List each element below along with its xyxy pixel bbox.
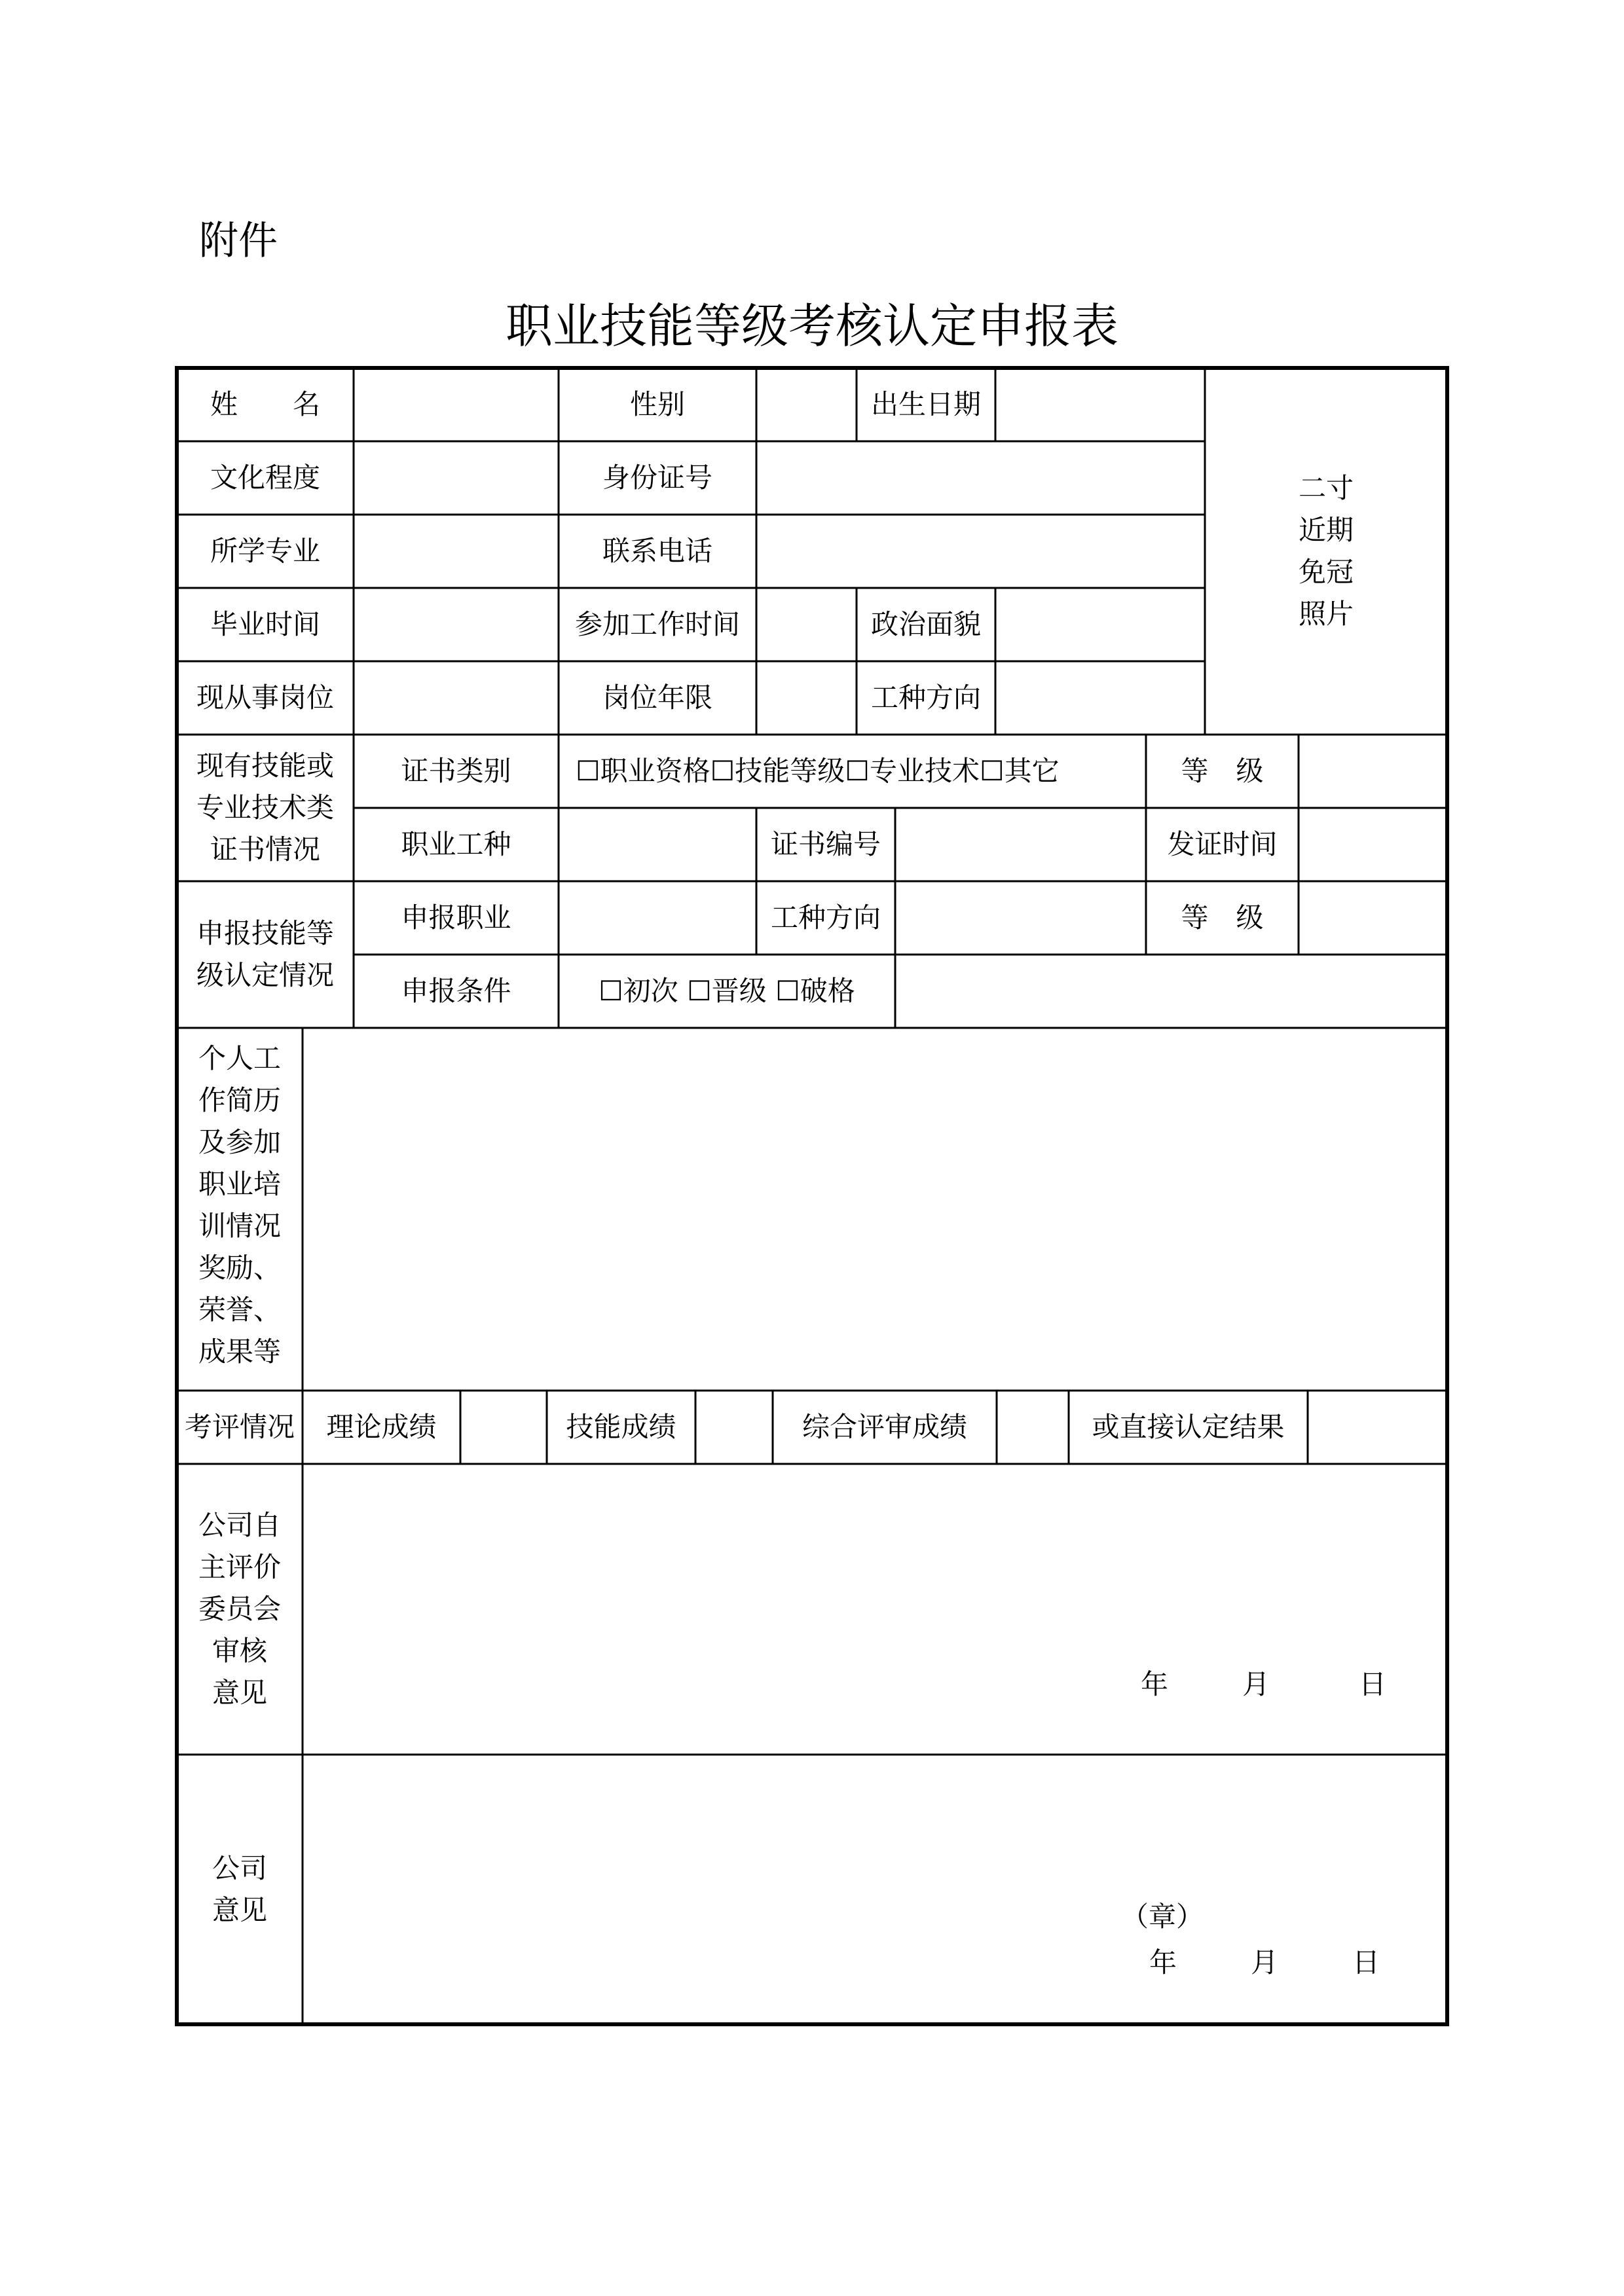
direct-result-field[interactable] [1308, 1391, 1447, 1464]
application-section-label [177, 881, 354, 1028]
photo-line: 近期 [1298, 514, 1354, 546]
id-number-field[interactable] [756, 441, 1205, 515]
cert-occupation-field[interactable] [559, 808, 756, 881]
apply-occupation-field[interactable] [559, 881, 756, 955]
education-label: 文化程度 [210, 462, 320, 494]
section-line: 专业技术类 [196, 792, 334, 824]
education-field[interactable] [354, 441, 559, 515]
attachment-label: 附件 [199, 218, 278, 264]
section-line: 奖励、 [198, 1252, 281, 1284]
cert-occupation-label: 职业工种 [401, 828, 511, 860]
resume-field[interactable] [303, 1028, 1447, 1391]
section-line: 级认定情况 [196, 959, 334, 991]
major-field[interactable] [354, 515, 559, 588]
company-date-month: 月 [1251, 1946, 1279, 1978]
evaluation-label: 考评情况 [184, 1411, 295, 1443]
gender-field[interactable] [756, 368, 857, 441]
job-direction-label: 工种方向 [870, 682, 981, 714]
apply-occupation-label: 申报职业 [401, 902, 511, 934]
overall-score-field[interactable] [997, 1391, 1069, 1464]
apply-condition-label: 申报条件 [401, 975, 511, 1007]
phone-field[interactable] [756, 515, 1205, 588]
section-line: 申报技能等 [196, 917, 334, 949]
skill-score-field[interactable] [695, 1391, 773, 1464]
theory-score-label: 理论成绩 [326, 1411, 437, 1443]
job-direction-field[interactable] [995, 661, 1205, 735]
section-line: 职业培 [198, 1168, 281, 1200]
photo-line: 二寸 [1298, 472, 1354, 504]
cert-type-options[interactable]: ☐职业资格☐技能等级☐专业技术☐其它 [576, 755, 1060, 787]
committee-date-year: 年 [1141, 1668, 1169, 1700]
name-field[interactable] [354, 368, 559, 441]
section-line: 主评价 [198, 1551, 281, 1583]
committee-date-month: 月 [1242, 1668, 1270, 1700]
photo-line: 照片 [1298, 598, 1354, 630]
company-section-label [177, 1755, 303, 2024]
apply-level-label: 等 级 [1181, 902, 1264, 934]
section-line: 意见 [212, 1677, 267, 1709]
company-seal-label: （章） [1121, 1901, 1204, 1933]
politics-field[interactable] [995, 588, 1205, 661]
name-label: 姓 名 [210, 388, 320, 420]
section-line: 训情况 [198, 1210, 281, 1242]
section-line: 公司自 [198, 1509, 281, 1541]
phone-label: 联系电话 [602, 535, 712, 567]
photo-placeholder[interactable] [1205, 368, 1447, 735]
id-number-label: 身份证号 [602, 462, 712, 494]
cert-number-label: 证书编号 [770, 828, 881, 860]
section-line: 公司 [212, 1852, 267, 1884]
apply-condition-options[interactable]: ☐初次 ☐晋级 ☐破格 [599, 975, 855, 1007]
cert-issue-date-field[interactable] [1299, 808, 1447, 881]
section-line: 委员会 [198, 1593, 281, 1625]
work-start-field[interactable] [756, 588, 857, 661]
company-opinion-field[interactable] [303, 1755, 1447, 2024]
form-title: 职业技能等级考核认定申报表 [505, 299, 1118, 354]
cert-number-field[interactable] [895, 808, 1146, 881]
section-line: 现有技能或 [196, 750, 334, 782]
cert-level-label: 等 级 [1181, 755, 1264, 787]
overall-score-label: 综合评审成绩 [802, 1411, 967, 1443]
section-line: 及参加 [198, 1126, 281, 1158]
section-line: 证书情况 [210, 833, 320, 866]
work-start-label: 参加工作时间 [574, 608, 740, 640]
section-line: 个人工 [198, 1042, 281, 1074]
direct-result-label: 或直接认定结果 [1092, 1411, 1285, 1443]
post-field[interactable] [354, 661, 559, 735]
cert-issue-date-label: 发证时间 [1167, 828, 1278, 860]
cert-type-label: 证书类别 [401, 755, 511, 787]
section-line: 意见 [212, 1894, 267, 1926]
politics-label: 政治面貌 [870, 608, 981, 640]
cert-level-field[interactable] [1299, 735, 1447, 808]
apply-direction-label: 工种方向 [770, 902, 881, 934]
photo-line: 免冠 [1298, 556, 1354, 588]
skill-score-label: 技能成绩 [566, 1411, 676, 1443]
birthday-field[interactable] [995, 368, 1205, 441]
post-label: 现从事岗位 [196, 682, 334, 714]
graduation-label: 毕业时间 [210, 608, 320, 640]
company-date-year: 年 [1149, 1946, 1177, 1978]
section-line: 作简历 [198, 1084, 281, 1116]
committee-date-day: 日 [1359, 1668, 1387, 1700]
apply-level-field[interactable] [1299, 881, 1447, 955]
committee-section-label [177, 1464, 303, 1755]
theory-score-field[interactable] [460, 1391, 547, 1464]
graduation-field[interactable] [354, 588, 559, 661]
company-date-day: 日 [1352, 1946, 1380, 1978]
section-line: 成果等 [198, 1336, 281, 1368]
section-line: 荣誉、 [198, 1294, 281, 1326]
post-years-field[interactable] [756, 661, 857, 735]
apply-condition-field[interactable] [895, 955, 1447, 1028]
resume-section-label [177, 1038, 303, 1385]
certificate-section-label [177, 735, 354, 881]
major-label: 所学专业 [210, 535, 320, 567]
gender-label: 性别 [629, 388, 685, 420]
apply-direction-field[interactable] [895, 881, 1146, 955]
birthday-label: 出生日期 [870, 388, 981, 420]
committee-opinion-field[interactable] [303, 1464, 1447, 1755]
section-line: 审核 [212, 1635, 267, 1667]
post-years-label: 岗位年限 [602, 682, 712, 714]
